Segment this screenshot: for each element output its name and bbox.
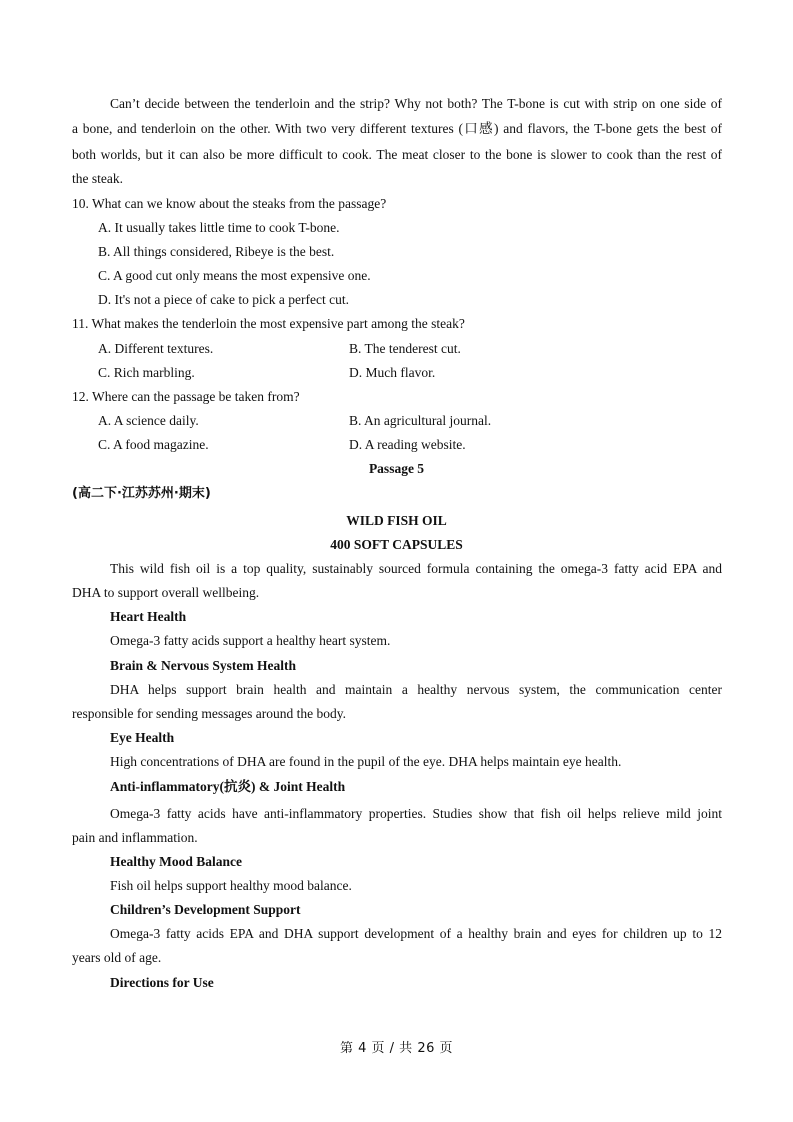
q12-option-a: A. A science daily.	[98, 413, 199, 428]
passage-heading: Passage 5	[368, 461, 425, 476]
q12-option-d: D. A reading website.	[349, 437, 466, 452]
question-12: 12. Where can the passage be taken from?	[72, 389, 300, 404]
q12-option-c: C. A food magazine.	[98, 437, 209, 452]
section-heading-mood: Healthy Mood Balance	[110, 854, 242, 869]
section-heading-eye: Eye Health	[110, 730, 175, 745]
q11-option-d: D. Much flavor.	[349, 365, 436, 380]
fish-oil-intro-line-1: This wild fish oil is a top quality, sustainably sourced formula containing the omega-3 fatty acid EPA and	[110, 561, 722, 576]
section-text-heart: Omega-3 fatty acids support a healthy heart system.	[110, 633, 391, 648]
intro-line-3: both worlds, but it can also be more difficult to cook. The meat closer to the bone is slower to cook than the rest of	[72, 147, 722, 162]
q10-option-d: D. It's not a piece of cake to pick a perfect cut.	[98, 292, 349, 307]
q10-option-a: A. It usually takes little time to cook T-bone.	[98, 220, 340, 235]
q10-option-c: C. A good cut only means the most expensive one.	[98, 268, 371, 283]
section-heading-children: Children’s Development Support	[110, 902, 301, 917]
section-text-children-1: Omega-3 fatty acids EPA and DHA support development of a healthy brain and eyes for children up to 12	[110, 926, 722, 941]
q11-option-b: B. The tenderest cut.	[349, 341, 461, 356]
section-text-children-2: years old of age.	[72, 950, 162, 965]
q12-option-b: B. An agricultural journal.	[349, 413, 492, 428]
section-text-anti-inflammatory-1: Omega-3 fatty acids have anti-inflammatory properties. Studies show that fish oil helps relieve mild joint	[110, 806, 722, 821]
section-text-anti-inflammatory-2: pain and inflammation.	[72, 830, 198, 845]
section-heading-anti-inflammatory: Anti-inflammatory(抗炎) & Joint Health	[110, 779, 346, 794]
product-title: WILD FISH OIL	[346, 513, 447, 528]
question-10: 10. What can we know about the steaks from the passage?	[72, 196, 387, 211]
section-text-brain-2: responsible for sending messages around the body.	[72, 706, 346, 721]
product-subtitle: 400 SOFT CAPSULES	[330, 537, 463, 552]
q11-option-c: C. Rich marbling.	[98, 365, 195, 380]
section-heading-directions: Directions for Use	[110, 975, 214, 990]
passage-source: (高二下·江苏苏州·期末)	[72, 486, 211, 501]
fish-oil-intro-line-2: DHA to support overall wellbeing.	[72, 585, 260, 600]
question-11: 11. What makes the tenderloin the most expensive part among the steak?	[72, 316, 465, 331]
intro-line-1: Can’t decide between the tenderloin and the strip? Why not both? The T-bone is cut with strip on one side of	[110, 96, 722, 111]
section-heading-heart: Heart Health	[110, 609, 187, 624]
q11-option-a: A. Different textures.	[98, 341, 214, 356]
intro-line-4: the steak.	[72, 171, 123, 186]
section-text-mood: Fish oil helps support healthy mood balance.	[110, 878, 352, 893]
intro-line-2: a bone, and tenderloin on the other. With two very different textures (口感) and flavors, the T-bone gets the best of	[72, 121, 722, 136]
page-number: 第 4 页 / 共 26 页	[340, 1041, 453, 1056]
section-heading-brain: Brain & Nervous System Health	[110, 658, 296, 673]
q10-option-b: B. All things considered, Ribeye is the best.	[98, 244, 335, 259]
section-text-eye: High concentrations of DHA are found in the pupil of the eye. DHA helps maintain eye health.	[110, 754, 622, 769]
section-text-brain-1: DHA helps support brain health and maintain a healthy nervous system, the communication center	[110, 682, 722, 697]
